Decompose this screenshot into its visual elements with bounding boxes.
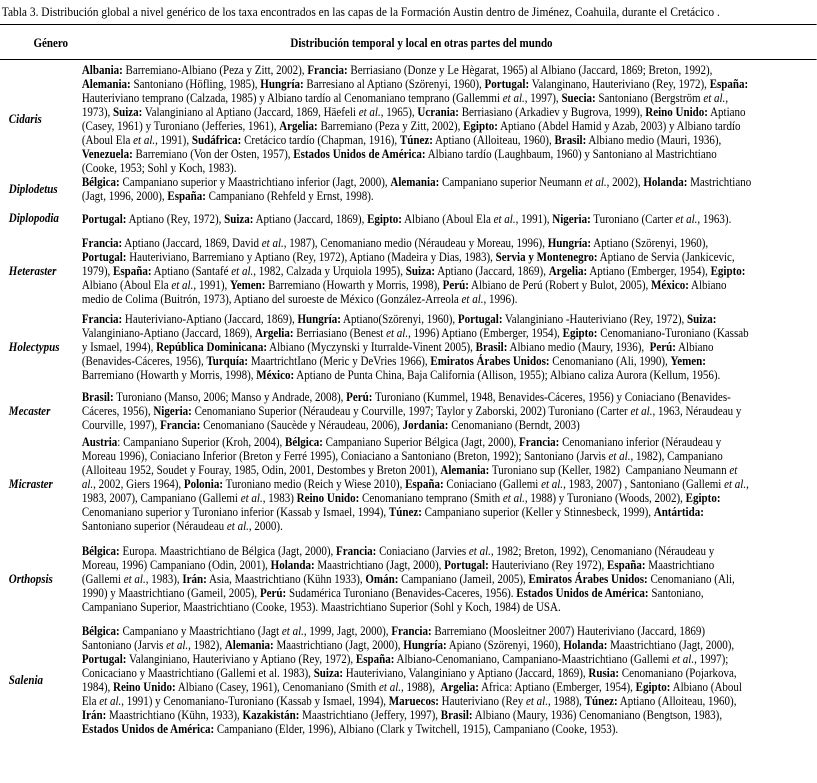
italic-text: et al. bbox=[166, 638, 189, 652]
country-label: Portugal: bbox=[484, 77, 530, 91]
italic-text: et al. bbox=[525, 694, 548, 708]
country-label: Egipto: bbox=[367, 211, 402, 226]
country-label: Omán: bbox=[365, 572, 399, 586]
genus-cell: Orthopsis bbox=[8, 571, 53, 586]
country-label: Polonia: bbox=[183, 477, 224, 491]
italic-text: et al. bbox=[672, 652, 695, 666]
italic-text: et al. bbox=[630, 404, 653, 418]
country-label: Holanda: bbox=[643, 175, 688, 189]
country-label: Egipto: bbox=[463, 119, 498, 133]
table-row bbox=[0, 232, 817, 309]
country-label: Suiza: bbox=[224, 211, 254, 226]
country-label: Francia: bbox=[81, 236, 123, 250]
country-label: Maruecos: bbox=[388, 694, 439, 708]
country-label: Argelia: bbox=[548, 264, 588, 278]
country-label: Portugal: bbox=[81, 652, 127, 666]
header-distribution: Distribución temporal y local en otras partes del mundo bbox=[290, 36, 553, 50]
table-row bbox=[0, 539, 817, 619]
country-label: Suiza: bbox=[313, 666, 344, 680]
distribution-cell: Bélgica: Europa. Maastrichtiano de Bélgica (Jagt, 2000), Francia: Coniaciano (Jarvies et al., 1982; Breton, 1992), Cenomaniano (Néraudeau y Moreau, 1996) Campaniano (Odin, 2001), Holanda: Maastrichtiano (Jagt, 2000), Portugal: Hauteriviano (Rey 1972), España: Maastrichtiano (Gallemi et al., 1983), Irán: Asia, Maastrichtiano (Kühn 1933), Omán: Campaniano (Jameil, 2005), Emiratos Árabes Unidos: Cenomaniano (Ali, 1990) y Maastrichtiano (Gameil, 2005), Perú: Sudamérica Turoniano (Benavides-Caceres, 1956). Estados Unidos de América: Santoniano, Campaniano Superior, Maastrichtiano (Cooke, 1953). Maastrichtiano Superior (Sohl y Koch, 1984) de USA. bbox=[81, 544, 735, 614]
distribution-cell: Bélgica: Campaniano superior y Maastrichtiano inferior (Jagt, 2000), Alemania: Campaniano superior Neumann et al., 2002), Holanda: Mastrichtiano (Jagt, 1996, 2000), España: Campaniano (Rehfeld y Ernst, 1998). bbox=[81, 175, 752, 203]
country-label: Jordania: bbox=[402, 418, 449, 432]
italic-text: et al. bbox=[724, 477, 747, 491]
country-label: Egipto: bbox=[710, 264, 746, 278]
distribution-cell: Portugal: Aptiano (Rey, 1972), Suiza: Aptiano (Jaccard, 1869), Egipto: Albiano (Aboul Ela et al., 1991), Nigeria: Turoniano (Carter et al., 1963). bbox=[81, 211, 732, 226]
country-label: Hungría: bbox=[260, 77, 304, 91]
distribution-cell: Brasil: Turoniano (Manso, 2006; Manso y Andrade, 2008), Perú: Turoniano (Kummel, 1948, Benavides-Cáceres, 1956) y Coniaciano (Benavides- Cáceres, 1956), Nigeria: Cenomaniano Superior (Néraudeau y Courville, 1997; Taylor y Zaborski, 2002) Turoniano (Carter et al., 1963, Néraudeau y Courville, 1997), Francia: Cenomaniano (Saucède y Néraudeau, 2006), Jordania: Cenomaniano (Berndt, 2003) bbox=[81, 390, 742, 432]
country-label: Nigeria: bbox=[552, 211, 591, 226]
italic-text: et al. bbox=[461, 292, 484, 306]
header-rule bbox=[0, 59, 817, 60]
country-label: Holanda: bbox=[563, 638, 608, 652]
country-label: Portugal: bbox=[457, 312, 503, 326]
country-label: Portugal: bbox=[81, 211, 127, 226]
country-label: Reino Unido: bbox=[296, 491, 360, 505]
country-label: Austria bbox=[81, 435, 118, 449]
country-label: Francia: bbox=[81, 312, 123, 326]
country-label: España: bbox=[405, 477, 444, 491]
country-label: Irán: bbox=[81, 708, 107, 722]
italic-text: et al. bbox=[226, 519, 249, 533]
distribution-cell: Albania: Barremiano-Albiano (Peza y Zitt, 2002), Francia: Berriasiano (Donze y Le Hègarat, 1965) al Albiano (Jaccard, 1869; Breton, 1992), Alemania: Santoniano (Höfling, 1985), Hungría: Barresiano al Aptiano (Szörenyi, 1960), Portugal: Valanginano, Hauteriviano (Rey, 1972), España: Hauteriviano temprano (Calzada, 1985) y Albiano tardío al Cenomaniano temprano (Gallemmi et al., 1997), Suecia: Santoniano (Bergström et al., 1973), Suiza: Valanginiano al Aptiano (Jaccard, 1869, Häefeli et al., 1965), Ucrania: Berriasiano (Arkadiev y Bugrova, 1999), Reino Unido: Aptiano (Casey, 1961) y Turoniano (Jefferies, 1961), Argelia: Barremiano (Peza y Zitt, 2002), Egipto: Aptiano (Abdel Hamid y Azab, 2003) y Albiano tardío (Aboul Ela et al., 1991), Sudáfrica: Cretácico tardío (Chapman, 1916), Túnez: Aptiano (Alloiteau, 1960), Brasil: Albiano medio (Mauri, 1936), Venezuela: Barremiano (Von der Osten, 1957), Estados Unidos de América: Albiano tardío (Laughbaum, 1960) y Santoniano al Mastrichtiano (Cooke, 1953; Sohl y Koch, 1983). bbox=[81, 63, 749, 175]
country-label: Portugal: bbox=[444, 558, 489, 572]
country-label: Holanda: bbox=[270, 558, 315, 572]
italic-text: et al. bbox=[281, 624, 304, 638]
country-label: Bélgica: bbox=[81, 624, 120, 638]
italic-text: et al. bbox=[358, 105, 381, 119]
country-label: Portugal: bbox=[81, 250, 127, 264]
country-label: Egipto: bbox=[685, 491, 721, 505]
table-row bbox=[0, 309, 817, 386]
italic-text: et al. bbox=[261, 236, 284, 250]
country-label: Túnez: bbox=[584, 694, 618, 708]
country-label: Suiza: bbox=[405, 264, 436, 278]
country-label: Suiza: bbox=[687, 312, 717, 326]
italic-text: et al. bbox=[468, 544, 491, 558]
country-label: República Dominicana: bbox=[156, 340, 268, 354]
italic-text: et al. bbox=[675, 211, 698, 226]
country-label: Hungría: bbox=[297, 312, 341, 326]
country-label: Sudáfrica: bbox=[191, 133, 242, 147]
country-label: Irán: bbox=[182, 572, 207, 586]
country-label: Bélgica: bbox=[81, 175, 120, 189]
genus-cell: Cidaris bbox=[8, 111, 42, 126]
table-row bbox=[0, 207, 817, 232]
top-rule bbox=[0, 24, 817, 25]
italic-text: et al. bbox=[133, 133, 156, 147]
country-label: Nigeria: bbox=[153, 404, 192, 418]
country-label: Estados Unidos de América: bbox=[81, 722, 215, 736]
country-label: España: bbox=[167, 189, 206, 203]
distribution-cell: Austria: Campaniano Superior (Kroh, 2004), Bélgica: Campaniano Superior Bélgica (Jagt, 2000), Francia: Cenomaniano inferior (Néraudeau y Moreau 1996), Coniaciano Inferior (Breton y Ferré 1995), Coniaciano a Santoniano (Breton, 1992); Santoniano (Jarvis et al., 1982), Campaniano (Alloiteau 1952, Soudet y Fouray, 1985, Odin, 2001, Destombes y Breton 2001), Alemania: Turoniano sup (Keller, 1982) Campaniano Neumann et al., 2002, Giers 1964), Polonia: Turoniano medio (Reich y Wiese 2010), España: Coniaciano (Gallemi et al., 1983, 2007) , Santoniano (Gallemi et al., 1983, 2007), Campaniano (Gallemi et al., 1983) Reino Unido: Cenomaniano temprano (Smith et al., 1988) y Turoniano (Woods, 2002), Egipto: Cenomaniano superior y Turoniano inferior (Kassab y Ismael, 1994), Túnez: Campaniano superior (Keller y Stinnesbeck, 1999), Antártida: Santoniano superior (Néraudeau et al., 2000). bbox=[81, 435, 749, 533]
country-label: Túnez: bbox=[399, 133, 433, 147]
table-row bbox=[0, 62, 817, 175]
country-label: Albania: bbox=[81, 63, 123, 77]
country-label: Estados Unidos de América: bbox=[293, 147, 426, 161]
country-label: Argelia: bbox=[440, 680, 479, 694]
country-label: México: bbox=[651, 278, 689, 292]
country-label: Turquía: bbox=[206, 354, 249, 368]
country-label: Rusia: bbox=[588, 666, 619, 680]
italic-text: et al. bbox=[240, 491, 263, 505]
country-label: Francia: bbox=[519, 435, 560, 449]
country-label: Ucrania: bbox=[417, 105, 459, 119]
country-label: Emiratos Árabes Unidos: bbox=[528, 572, 648, 586]
italic-text: et al. bbox=[584, 175, 607, 189]
country-label: Suecia: bbox=[561, 91, 596, 105]
country-label: Egipto: bbox=[562, 326, 598, 340]
country-label: Brasil: bbox=[440, 708, 473, 722]
country-label: Yemen: bbox=[670, 354, 706, 368]
italic-text: et al. bbox=[123, 572, 146, 586]
country-label: Hungría: bbox=[403, 638, 447, 652]
country-label: Alemania: bbox=[440, 463, 490, 477]
genus-cell: Diplodetus bbox=[8, 181, 58, 196]
distribution-cell: Francia: Aptiano (Jaccard, 1869, David et al., 1987), Cenomaniano medio (Néraudeau y Moreau, 1996), Hungría: Aptiano (Szörenyi, 1960), Portugal: Hauteriviano, Barremiano y Aptiano (Rey, 1972), Aptiano (Madeira y Dias, 1983), Servia y Montenegro: Aptiano de Servia (Jankicevic, 1979), España: Aptiano (Santafé et al., 1982, Calzada y Urquiola 1995), Suiza: Aptiano (Jaccard, 1869), Argelia: Aptiano (Emberger, 1954), Egipto: Albiano (Aboul Ela et al., 1991), Yemen: Barremiano (Howarth y Morris, 1998), Perú: Albiano de Perú (Robert y Bulot, 2005), México: Albiano medio de Colima (Buitrón, 1973), Aptiano del suroeste de México (González-Arreola et al., 1996). bbox=[81, 236, 746, 306]
distribution-cell: Francia: Hauteriviano-Aptiano (Jaccard, 1869), Hungría: Aptiano(Szörenyi, 1960), Portugal: Valanginiano -Hauteriviano (Rey, 1972), Suiza: Valanginiano-Aptiano (Jaccard, 1869), Argelia: Berriasiano (Benest et al., 1996) Aptiano (Emberger, 1954), Egipto: Cenomaniano-Turoniano (Kassab y Ismael, 1994), República Dominicana: Albiano (Myczynski y Iturralde-Vinent 2005), Brasil: Albiano medio (Maury, 1936), Perú: Albiano (Benavides-Cáceres, 1956), Turquía: MaartrichtIano (Meric y DeVries 1966), Emiratos Árabes Unidos: Cenomaniano (Ali, 1990), Yemen: Barremiano (Howarth y Morris, 1998), México: Aptiano de Punta China, Baja California (Allison, 1955); Albiano caliza Aurora (Kellum, 1956). bbox=[81, 312, 749, 382]
table-row bbox=[0, 175, 817, 207]
country-label: Argelia: bbox=[255, 326, 294, 340]
genus-cell: Salenia bbox=[8, 672, 44, 687]
italic-text: et al. bbox=[99, 694, 122, 708]
genus-cell: Holectypus bbox=[8, 339, 60, 354]
distribution-cell: Bélgica: Campaniano y Maastrichtiano (Jagt et al., 1999, Jagt, 2000), Francia: Barremiano (Moosleitner 2007) Hauteriviano (Jaccard, 1869) Santoniano (Jarvis et al., 1982), Alemania: Maastrichtiano (Jagt, 2000), Hungría: Apiano (Szörenyi, 1960), Holanda: Maastrichtiano (Jagt, 2000), Portugal: Valanginiano, Hauteriviano y Aptiano (Rey, 1972), España: Albiano-Cenomaniano, Campaniano-Maastrichtiano (Gallemi et al., 1997); Conicaciano y Maastrichtiano (Gallemi et al. 1983), Suiza: Hauteriviano, Valanginiano y Aptiano (Jaccard, 1869), Rusia: Cenomaniano (Pojarkova, 1984), Reino Unido: Albiano (Casey, 1961), Cenomaniano (Smith et al., 1988), Argelia: Africa: Aptiano (Emberger, 1954), Egipto: Albiano (Aboul Ela et al., 1991) y Cenomaniano-Turoniano (Kassab y Ismael, 1994), Maruecos: Hauteriviano (Rey et al., 1988), Túnez: Aptiano (Alloiteau, 1960), Irán: Maastrichtiano (Kühn, 1933), Kazakistán: Maastrichtiano (Jeffery, 1997), Brasil: Albiano (Maury, 1936) Cenomaniano (Bengtson, 1983), Estados Unidos de América: Campaniano (Elder, 1996), Albiano (Clark y Twitchell, 1915), Campaniano (Cooke, 1953). bbox=[81, 624, 742, 736]
country-label: Brasil: bbox=[81, 390, 114, 404]
italic-text: al. bbox=[81, 477, 94, 491]
country-label: Argelia: bbox=[279, 119, 318, 133]
italic-text: et al. bbox=[502, 91, 525, 105]
italic-text: et al. bbox=[379, 680, 402, 694]
genus-cell: Mecaster bbox=[8, 403, 51, 418]
italic-text: et al. bbox=[171, 278, 194, 292]
country-label: Antártida: bbox=[653, 505, 704, 519]
country-label: Brasil: bbox=[554, 133, 587, 147]
country-label: Túnez: bbox=[388, 505, 422, 519]
country-label: España: bbox=[113, 264, 152, 278]
country-label: Hungría: bbox=[547, 236, 592, 250]
country-label: Bélgica: bbox=[285, 435, 323, 449]
italic-text: et al. bbox=[493, 211, 516, 226]
table-row bbox=[0, 434, 817, 539]
table-body bbox=[0, 62, 817, 736]
country-label: Brasil: bbox=[475, 340, 508, 354]
country-label: Estados Unidos de América: bbox=[516, 586, 649, 600]
country-label: Reino Unido: bbox=[113, 680, 176, 694]
country-label: España: bbox=[607, 558, 646, 572]
country-label: Francia: bbox=[335, 544, 377, 558]
country-label: Alemania: bbox=[390, 175, 440, 189]
country-label: España: bbox=[355, 652, 395, 666]
country-label: Perú: bbox=[346, 390, 373, 404]
table-caption: Tabla 3. Distribución global a nivel genérico de los taxa encontrados en las capas de la Formación Austin dentro de Jiménez, Coahuila, durante el Cretácico . bbox=[1, 4, 720, 19]
genus-cell: Diplopodia bbox=[8, 211, 59, 225]
country-label: Francia: bbox=[391, 624, 432, 638]
country-label: Venezuela: bbox=[81, 147, 133, 161]
country-label: Yemen: bbox=[230, 278, 266, 292]
italic-text: et al. bbox=[386, 326, 409, 340]
table-row bbox=[0, 386, 817, 434]
italic-text: et bbox=[729, 463, 738, 477]
italic-text: et al. bbox=[608, 449, 631, 463]
italic-text: et al. bbox=[703, 91, 726, 105]
country-label: México: bbox=[256, 368, 295, 382]
header-genus: Género bbox=[33, 36, 69, 50]
country-label: Kazakistán: bbox=[242, 708, 300, 722]
country-label: Francia: bbox=[307, 63, 348, 77]
country-label: Bélgica: bbox=[81, 544, 120, 558]
country-label: Alemania: bbox=[224, 638, 274, 652]
table-row bbox=[0, 619, 817, 736]
country-label: Perú: bbox=[649, 340, 676, 354]
italic-text: et al. bbox=[231, 264, 254, 278]
country-label: Emiratos Árabes Unidos: bbox=[430, 354, 550, 368]
genus-cell: Micraster bbox=[8, 476, 53, 491]
genus-cell: Heteraster bbox=[8, 263, 57, 278]
country-label: Alemania: bbox=[81, 77, 131, 91]
country-label: Francia: bbox=[160, 418, 201, 432]
country-label: Servia y Montenegro: bbox=[495, 250, 598, 264]
country-label: Suiza: bbox=[113, 105, 143, 119]
italic-text: et al. bbox=[541, 477, 564, 491]
country-label: España: bbox=[709, 77, 749, 91]
country-label: Perú: bbox=[259, 586, 287, 600]
country-label: Reino Unido: bbox=[645, 105, 708, 119]
country-label: Perú: bbox=[442, 278, 469, 292]
italic-text: et al. bbox=[502, 491, 525, 505]
country-label: Egipto: bbox=[635, 680, 671, 694]
